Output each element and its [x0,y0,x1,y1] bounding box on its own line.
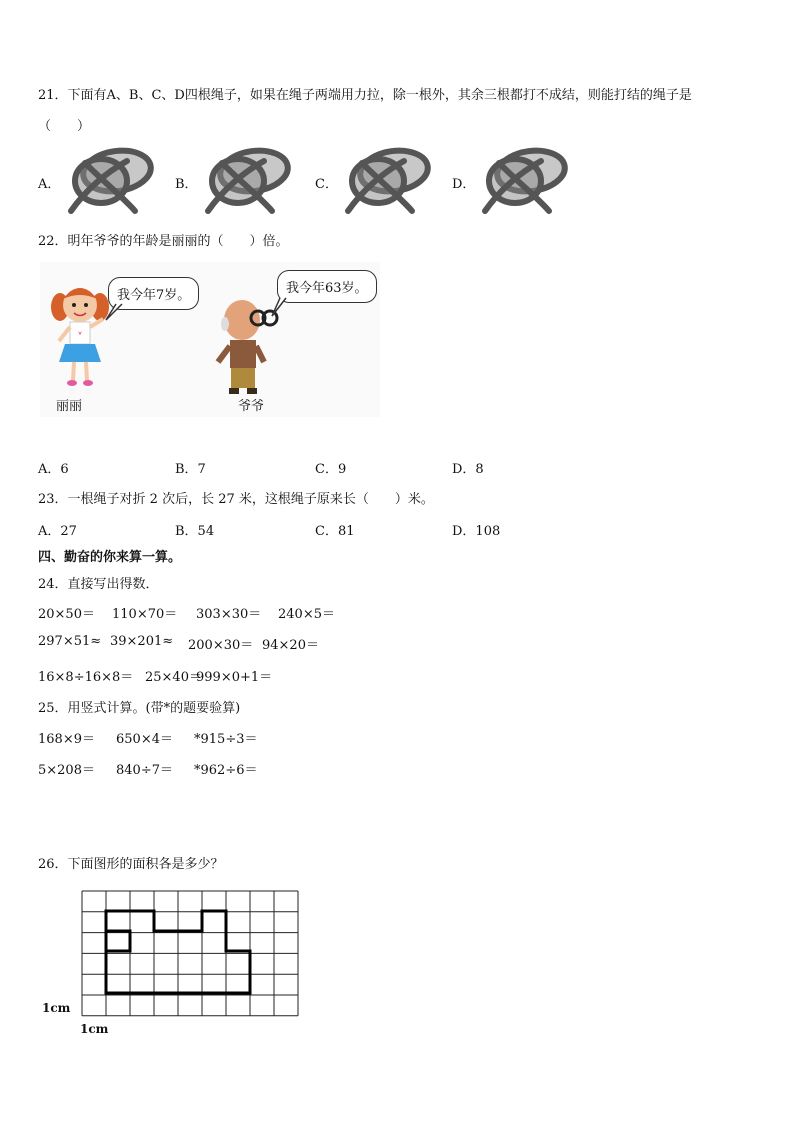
rope-knot-c [342,143,434,215]
q23-option: C．81 [315,524,355,539]
rope-knot-a [65,143,157,215]
q25-problem: *915÷3＝ [194,732,258,747]
q25-problem: 650×4＝ [116,732,173,747]
q22-option: B．7 [175,462,206,477]
grandpa-bubble-tail [268,296,298,318]
q25-problem: 840÷7＝ [116,763,173,778]
q24-stem: 24．直接写出得数． [38,577,159,592]
q24-problem: 297×51≈ [38,634,102,649]
q24-problem: 39×201≈ [110,634,174,649]
q22-stem: 22．明年爷爷的年龄是丽丽的（ ）倍。 [38,234,289,249]
q24-problem: 16×8÷16×8＝ [38,670,134,685]
q25-problem: 5×208＝ [38,763,95,778]
q24-problem: 110×70＝ [112,607,178,622]
q22-option: D．8 [452,462,484,477]
q26-unit-y: 1cm [42,1001,71,1015]
q26-grid-figure [78,889,300,1017]
rope-knot-d [479,143,571,215]
girl-figure [45,277,115,397]
q25-problem: 168×9＝ [38,732,95,747]
q24-problem: 303×30＝ [196,607,262,622]
q23-stem: 23．一根绳子对折 2 次后，长 27 米，这根绳子原来长（ ）米。 [38,492,434,507]
grandpa-speech-bubble: 我今年63岁。 [277,270,377,303]
grandpa-name-label: 爷爷 [238,399,265,414]
q24-problem: 20×50＝ [38,607,95,622]
q21-option-label: D． [452,177,476,192]
q24-problem: 200×30＝ [188,638,254,653]
q23-option: D．108 [452,524,501,539]
q25-problem: *962÷6＝ [194,763,258,778]
q21-paren: （ ） [38,119,91,134]
q22-illustration [40,262,380,417]
q24-problem: 25×40＝ [145,670,202,685]
rope-knot-b [202,143,294,215]
q26-unit-x: 1cm [80,1022,109,1036]
q24-problem: 240×5＝ [278,607,335,622]
q24-problem: 999×0+1＝ [196,670,273,685]
q24-problem: 94×20＝ [262,638,319,653]
girl-name-label: 丽丽 [56,399,83,414]
q26-stem: 26．下面图形的面积各是多少？ [38,857,224,872]
q21-stem: 21．下面有A、B、C、D四根绳子，如果在绳子两端用力拉，除一根外，其余三根都打不成结，则能打结的绳子是 [38,88,692,103]
q23-option: B．54 [175,524,215,539]
girl-bubble-tail [102,302,132,322]
girl-speech-bubble: 我今年7岁。 [108,277,199,310]
q22-option: C．9 [315,462,347,477]
q21-option-label: B． [175,177,198,192]
q23-option: A．27 [38,524,77,539]
q21-option-label: A． [38,177,61,192]
q22-option: A．6 [38,462,69,477]
q25-stem: 25．用竖式计算。(带*的题要验算) [38,701,241,716]
section-4-title: 四、勤奋的你来算一算。 [38,550,182,565]
q21-option-label: C． [315,177,338,192]
